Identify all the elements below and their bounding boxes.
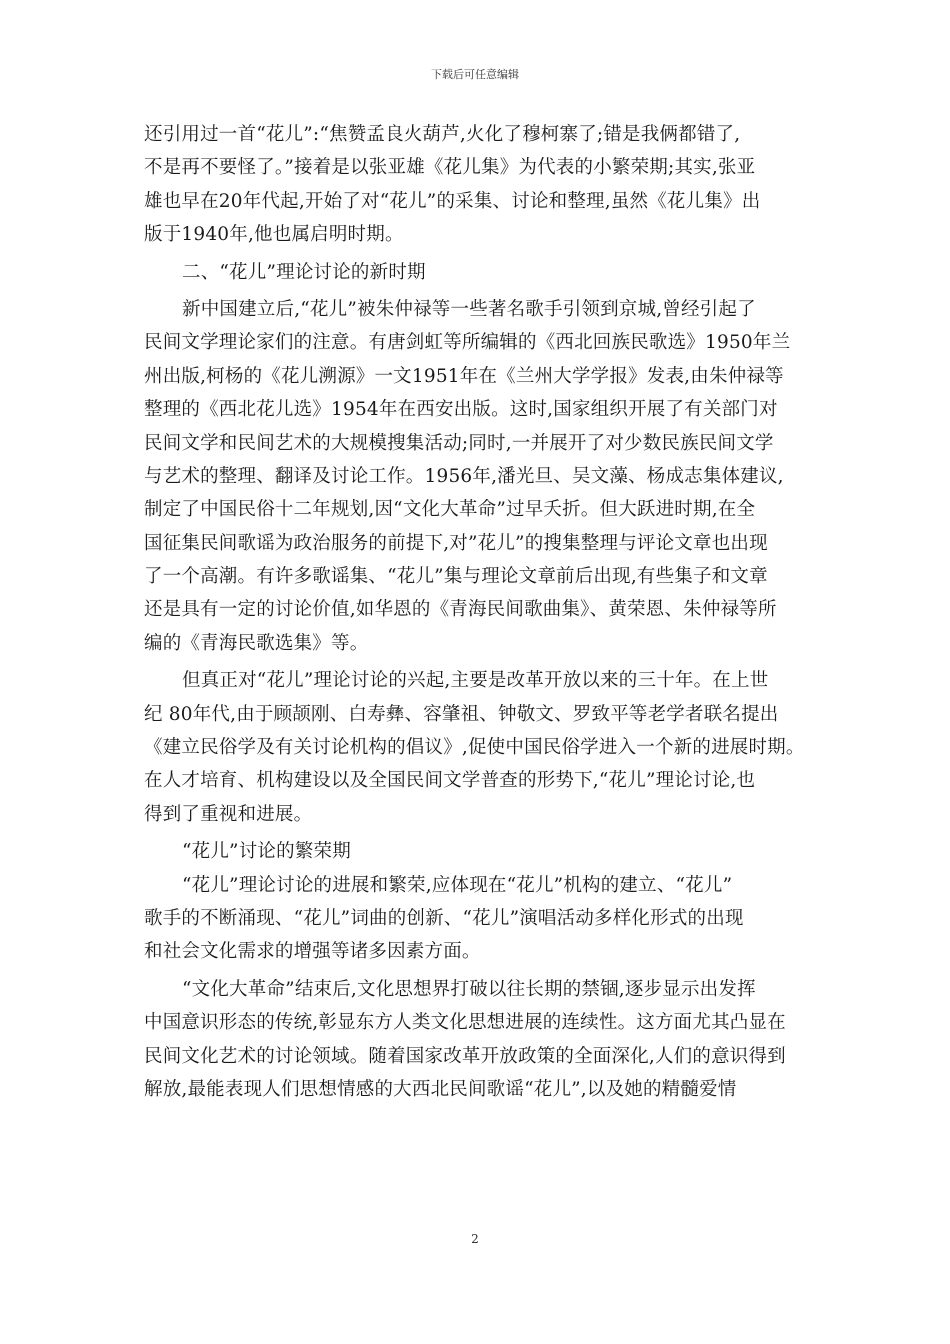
text-line: 了一个高潮。有许多歌谣集、“花儿”集与理论文章前后出现,有些集子和文章 <box>144 566 768 588</box>
text-line: 新中国建立后,“花儿”被朱仲禄等一些著名歌手引领到京城,曾经引起了 <box>182 298 756 320</box>
text-line: 在人才培育、机构建设以及全国民间文学普查的形势下,“花儿”理论讨论,也 <box>144 770 756 792</box>
page-header: 下载后可任意编辑 <box>431 68 519 81</box>
text-line: 解放,最能表现人们思想情感的大西北民间歌谣“花儿”,以及她的精髓爱情 <box>144 1078 737 1100</box>
text-line: 不是再不要怪了。”接着是以张亚雄《花儿集》为代表的小繁荣期;其实,张亚 <box>144 157 756 179</box>
text-line: “文化大革命”结束后,文化思想界打破以往长期的禁锢,逐步显示出发挥 <box>182 978 756 1000</box>
text-line: 和社会文化需求的增强等诸多因素方面。 <box>144 941 481 963</box>
text-line: “花儿”理论讨论的进展和繁荣,应体现在“花儿”机构的建立、“花儿” <box>182 874 733 896</box>
text-line: 纪 80年代,由于顾颉刚、白寿彝、容肇祖、钟敬文、罗致平等老学者联名提出 <box>144 703 779 725</box>
text-line: 雄也早在20年代起,开始了对“花儿”的采集、讨论和整理,虽然《花儿集》出 <box>144 190 761 212</box>
section-heading: “花儿”讨论的繁荣期 <box>182 841 351 863</box>
text-line: 国征集民间歌谣为政治服务的前提下,对”花儿”的搜集整理与评论文章也出现 <box>144 532 768 554</box>
text-line: 与艺术的整理、翻译及讨论工作。1956年,潘光旦、吴文藻、杨成志集体建议, <box>144 465 784 487</box>
text-line: 歌手的不断涌现、“花儿”词曲的创新、“花儿”演唱活动多样化形式的出现 <box>144 907 744 929</box>
text-line: 整理的《西北花儿选》1954年在西安出版。这时,国家组织开展了有关部门对 <box>144 399 778 421</box>
text-line: 民间文学和民间艺术的大规模搜集活动;同时,一并展开了对少数民族民间文学 <box>144 432 774 454</box>
text-line: 民间文学理论家们的注意。有唐剑虹等所编辑的《西北回族民歌选》1950年兰 <box>144 332 791 354</box>
text-line: 还是具有一定的讨论价值,如华恩的《青海民间歌曲集》、黄荣恩、朱仲禄等所 <box>144 599 777 621</box>
text-line: 但真正对“花儿”理论讨论的兴起,主要是改革开放以来的三十年。在上世 <box>182 670 769 692</box>
text-line: 得到了重视和进展。 <box>144 803 313 825</box>
text-line: 州出版,柯杨的《花儿溯源》一文1951年在《兰州大学学报》发表,由朱仲禄等 <box>144 365 784 387</box>
text-line: 制定了中国民俗十二年规划,因“文化大革命”过早夭折。但大跃进时期,在全 <box>144 499 756 521</box>
section-heading: 二、“花儿”理论讨论的新时期 <box>182 261 426 283</box>
text-line: 《建立民俗学及有关讨论机构的倡议》,促使中国民俗学进入一个新的进展时期。 <box>144 737 805 759</box>
text-line: 版于1940年,他也属启明时期。 <box>144 224 404 246</box>
text-line: 民间文化艺术的讨论领域。随着国家改革开放政策的全面深化,人们的意识得到 <box>144 1045 786 1067</box>
text-line: 还引用过一首“花儿”:“焦赞孟良火葫芦,火化了穆柯寨了;错是我俩都错了, <box>144 124 741 145</box>
text-line: 编的《青海民歌选集》等。 <box>144 632 369 654</box>
text-line: 中国意识形态的传统,彰显东方人类文化思想进展的连续性。这方面尤其凸显在 <box>144 1012 786 1034</box>
document-body <box>144 118 808 1106</box>
page-number: 2 <box>471 1232 479 1246</box>
